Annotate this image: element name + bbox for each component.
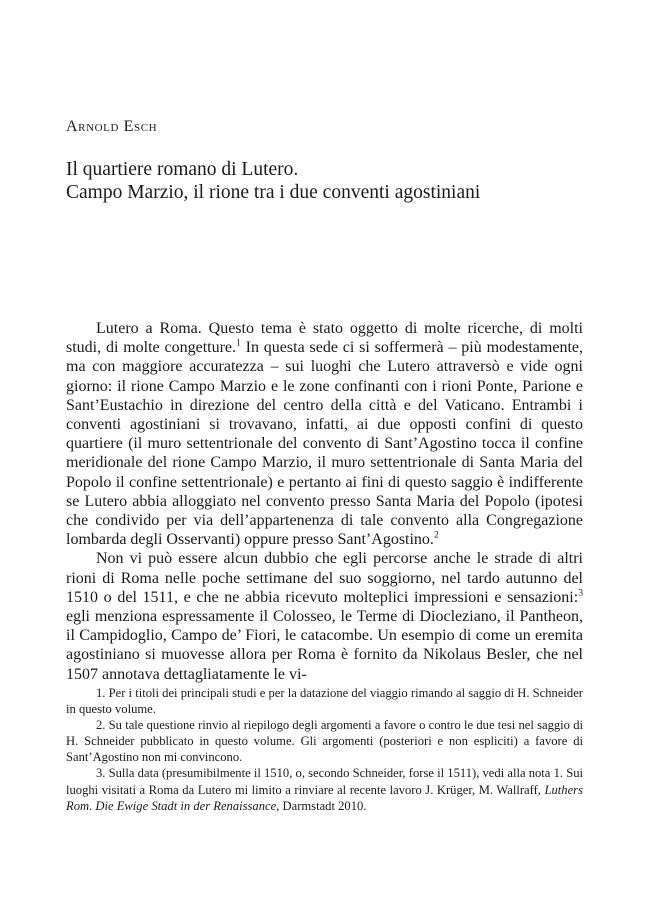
- paragraph-2-part-a: Non vi può essere alcun dubbio che egli percorse anche le strade di altri rioni di Roma nelle poche settimane del suo soggiorno, nel tardo autunno del 1510 o del 1511, e che ne abbia ricevuto molteplici impressioni e sensazioni:: [66, 550, 583, 606]
- footnote-3-part-a: 3. Sulla data (presumibilmente il 1510, o, secondo Schneider, forse il 1511), vedi alla nota 1. Sui luoghi visitati a Roma da Lutero mi limito a rinviare al recente lavoro J. Krüger, M. Wallraff,: [66, 766, 583, 797]
- footnotes: [66, 685, 583, 814]
- paragraph-1: [66, 319, 583, 549]
- author-name: Arnold Esch: [66, 118, 158, 135]
- footnote-3: [66, 765, 583, 813]
- title-line-2: Campo Marzio, il rione tra i due conventi agostiniani: [66, 182, 481, 203]
- footnote-2: 2. Su tale questione rinvio al riepilogo degli argomenti a favore o contro le due tesi nel saggio di H. Schneider pubblicato in questo volume. Gli argomenti (posteriori e non espliciti) a favore di Sant’Agostino non mi convincono.: [66, 718, 583, 765]
- footnote-1: 1. Per i titoli dei principali studi e per la datazione del viaggio rimando al saggio di H. Schneider in questo volume.: [66, 686, 583, 717]
- footnote-ref-2: 2: [433, 529, 439, 541]
- paragraph-2-part-b: egli menziona espressamente il Colosseo, le Terme di Diocleziano, il Pantheon, il Campidoglio, Campo de’ Fiori, le catacombe. Un esempio di come un eremita agostiniano si muovesse allora per Roma è fornito da Nikolaus Besler, che nel 1507 annotava dettagliatamente le vi-: [66, 608, 583, 683]
- title-line-1: Il quartiere romano di Lutero.: [66, 159, 299, 180]
- footnote-ref-3: 3: [578, 587, 583, 599]
- footnote-3-italic-title: Luthers Rom. Die Ewige Stadt in der Renaissance,: [66, 782, 583, 813]
- body-text: [66, 319, 583, 684]
- paragraph-1-part-b: In questa sede ci si soffermerà – più modestamente, ma con maggiore accuratezza – sui luoghi che Lutero attraversò e vide ogni giorno: il rione Campo Marzio e le zone confinanti con i rioni Ponte, Parione e Sant’Eustachio in direzione del centro della città e del Vaticano. Entrambi i conventi agostiniani si trovavano, infatti, ai due opposti confini di questo quartiere (il muro settentrionale del convento di Sant’Agostino tocca il confine meridionale del rione Campo Marzio, il muro settentrionale di Santa Maria del Popolo il confine settentrionale) e pertanto ai fini di questo saggio è indifferente se Lutero abbia alloggiato nel convento presso Santa Maria del Popolo (ipotesi che condivido per via dell’appartenenza di tale convento alla Congregazione lombarda degli Osservanti) oppure presso Sant’Agostino.: [66, 339, 583, 549]
- paragraph-2: [66, 549, 583, 683]
- footnote-ref-1: 1: [236, 337, 241, 349]
- article-title: [66, 158, 583, 204]
- paragraph-1-part-a: Lutero a Roma. Questo tema è stato oggetto di molte ricerche, di molti studi, di molte congetture.: [66, 320, 583, 357]
- footnote-3-part-b: Darmstadt 2010.: [279, 798, 367, 813]
